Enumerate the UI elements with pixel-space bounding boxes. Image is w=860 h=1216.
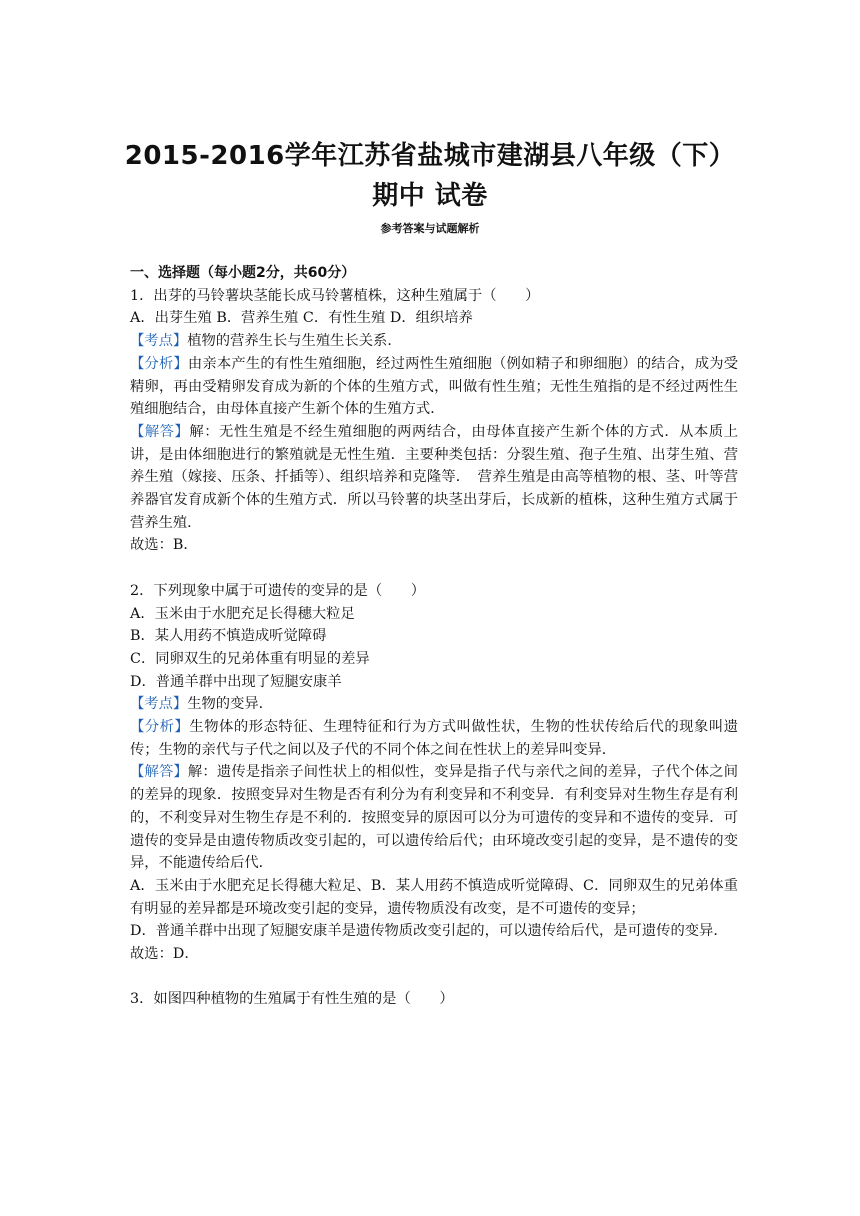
question-1-options: A．出芽生殖 B．营养生殖 C．有性生殖 D．组织培养: [130, 310, 473, 327]
fenxi-tag: 【分析】: [130, 719, 190, 736]
question-2-option-c: C．同卵双生的兄弟体重有明显的差异: [130, 650, 370, 667]
jieda-text: 解：无性生殖是不经生殖细胞的两两结合，由母体直接产生新个体的方式．从本质上讲，是由体细胞进行的繁殖就是无性生殖．主要种类包括：分裂生殖、孢子生殖、出芽生殖、营养生殖（嫁接、压条、扦插等）、组织培养和克隆等． 营养生殖是由高等植物的根、茎、叶等营养器官发育成新个体的生殖方式．所以马铃薯的块茎出芽后，长成新的植株，这种生殖方式属于营养生殖．: [130, 423, 739, 531]
question-2-extra-1: A．玉米由于水肥充足长得穗大粒足、B．某人用药不慎造成听觉障碍、C．同卵双生的兄弟体重有明显的差异都是环境改变引起的变异，遗传物质没有改变，是不可遗传的变异；: [130, 877, 738, 917]
fenxi-text: 由亲本产生的有性生殖细胞，经过两性生殖细胞（例如精子和卵细胞）的结合，成为受精卵，再由受精卵发育成为新的个体的生殖方式，叫做有性生殖；无性生殖指的是不经过两性生殖细胞结合，由母体直接产生新个体的生殖方式．: [130, 355, 738, 418]
question-2-stem: 2．下列现象中属于可遗传的变异的是（ ）: [130, 582, 426, 599]
kaodian-text: 生物的变异．: [187, 696, 273, 713]
question-2-kaodian: [130, 693, 738, 716]
question-1-stem: 1．出芽的马铃薯块茎能长成马铃薯植株，这种生殖属于（ ）: [130, 287, 540, 304]
document-body: [130, 262, 738, 1011]
question-3-stem: 3．如图四种植物的生殖属于有性生殖的是（ ）: [130, 991, 454, 1008]
question-2-jieda: [130, 761, 738, 875]
fenxi-text: 生物体的形态特征、生理特征和行为方式叫做性状，生物的性状传给后代的现象叫遗传；生物的亲代与子代之间以及子代的不同个体之间在性状上的差异叫变异．: [130, 719, 739, 758]
question-2-option-a: A．玉米由于水肥充足长得穗大粒足: [130, 605, 355, 622]
spacer: [130, 966, 738, 989]
question-2-option-d: D．普通羊群中出现了短腿安康羊: [130, 673, 342, 690]
page-subtitle: 参考答案与试题解析: [380, 222, 480, 235]
question-1-fenxi: [130, 353, 738, 421]
page-title: 2015-2016学年江苏省盐城市建湖县八年级（下）期中 试卷: [124, 141, 736, 211]
question-1-answer: 故选：B．: [130, 537, 198, 554]
question-2-fenxi: [130, 716, 738, 761]
question-2-answer: 故选：D．: [130, 946, 199, 963]
jieda-tag: 【解答】: [130, 423, 190, 440]
kaodian-tag: 【考点】: [130, 333, 188, 350]
kaodian-text: 植物的营养生长与生殖生长关系．: [187, 333, 402, 350]
question-1-kaodian: [130, 330, 738, 353]
jieda-tag: 【解答】: [130, 764, 188, 781]
spacer: [130, 557, 738, 580]
fenxi-tag: 【分析】: [130, 355, 188, 372]
jieda-text: 解：遗传是指亲子间性状上的相似性，变异是指子代与亲代之间的差异，子代个体之间的差异的现象．按照变异对生物是否有利分为有利变异和不利变异．有利变异对生物生存是有利的，不利变异对生物生存是不利的．按照变异的原因可以分为可遗传的变异和不遗传的变异．可遗传的变异是由遗传物质改变引起的，可以遗传给后代；由环境改变引起的变异，是不遗传的变异，不能遗传给后代．: [130, 764, 738, 872]
section-heading: 一、选择题（每小题2分，共60分）: [130, 265, 356, 281]
question-1-jieda: [130, 421, 738, 535]
kaodian-tag: 【考点】: [130, 696, 188, 713]
question-2-extra-2: D．普通羊群中出现了短腿安康羊是遗传物质改变引起的，可以遗传给后代，是可遗传的变异．: [130, 923, 728, 940]
question-2-option-b: B．某人用药不慎造成听觉障碍: [130, 628, 327, 645]
